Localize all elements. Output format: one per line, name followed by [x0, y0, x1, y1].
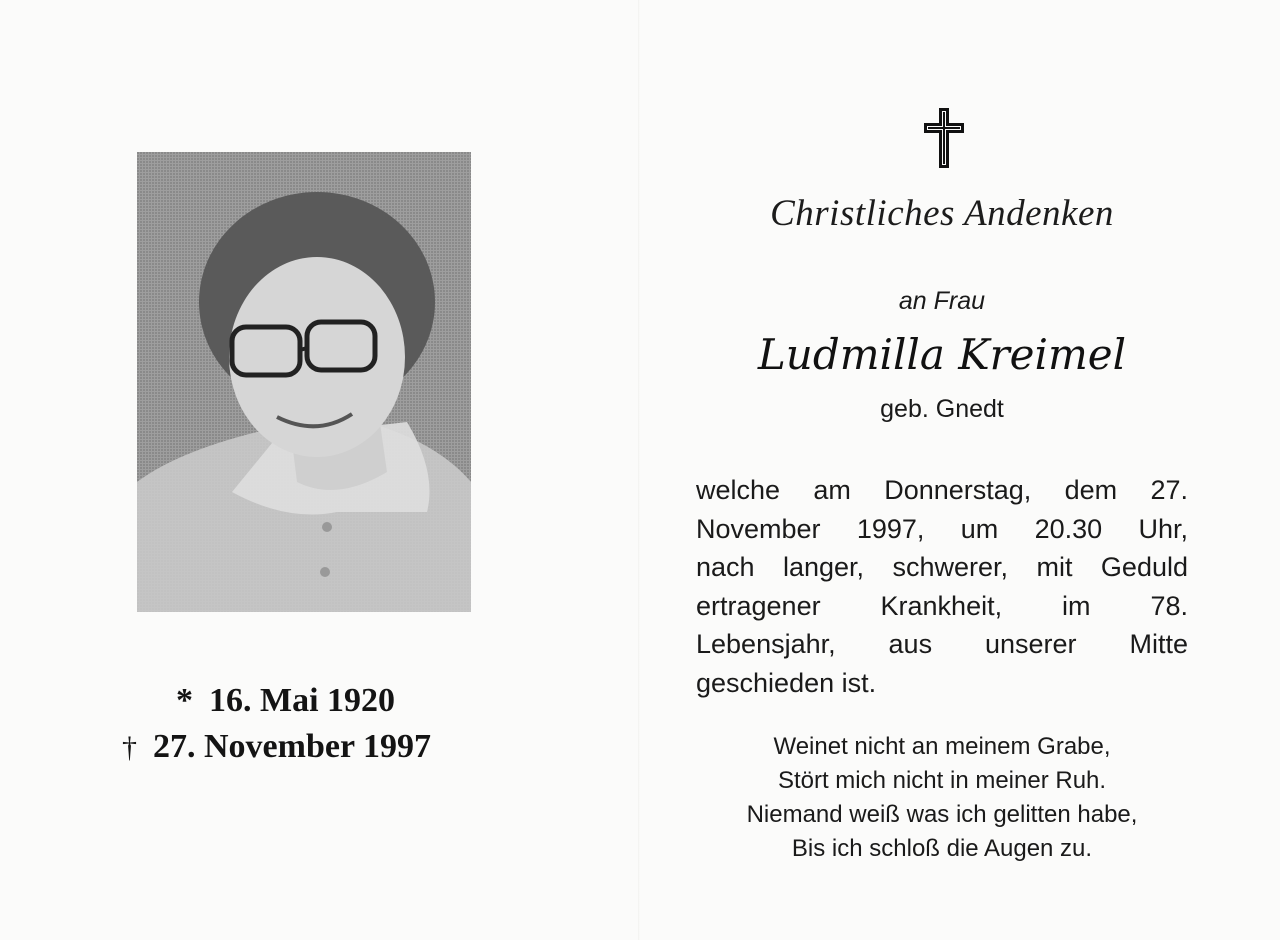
- birth-symbol: *: [176, 682, 193, 719]
- cross-icon: [923, 107, 965, 169]
- poem-line: Bis ich schloß die Augen zu.: [791, 835, 1093, 862]
- deceased-name: Ludmilla Kreimel: [757, 330, 1127, 379]
- obituary-line: nach langer, schwerer, mit Geduld: [696, 552, 1188, 582]
- salutation: an Frau: [898, 287, 986, 315]
- obituary-line: geschieden ist.: [696, 667, 877, 698]
- obituary-line: ertragener Krankheit, im 78.: [696, 590, 1188, 621]
- obituary-line: November 1997, um 20.30 Uhr,: [696, 513, 1188, 544]
- portrait-photo: [137, 152, 471, 612]
- obituary-line: welche am Donnerstag, dem 27.: [696, 475, 1188, 505]
- poem-line: Stört mich nicht in meiner Ruh.: [777, 767, 1107, 794]
- birth-date-line: [176, 682, 395, 720]
- poem: [640, 730, 1244, 866]
- maiden-name: geb. Gnedt: [880, 395, 1004, 423]
- card-title: Christliches Andenken: [770, 193, 1114, 234]
- obituary-line: Lebensjahr, aus unserer Mitte: [696, 629, 1188, 659]
- death-date: 27. November 1997: [153, 728, 431, 765]
- portrait-photo-drawing: [137, 152, 471, 612]
- obituary-text: [696, 471, 1188, 702]
- right-panel: [640, 0, 1280, 940]
- poem-line: Weinet nicht an meinem Grabe,: [773, 733, 1111, 760]
- death-date-line: [122, 728, 431, 766]
- birth-date: 16. Mai 1920: [209, 682, 396, 719]
- poem-line: Niemand weiß was ich gelitten habe,: [746, 801, 1138, 828]
- death-symbol: †: [122, 731, 137, 764]
